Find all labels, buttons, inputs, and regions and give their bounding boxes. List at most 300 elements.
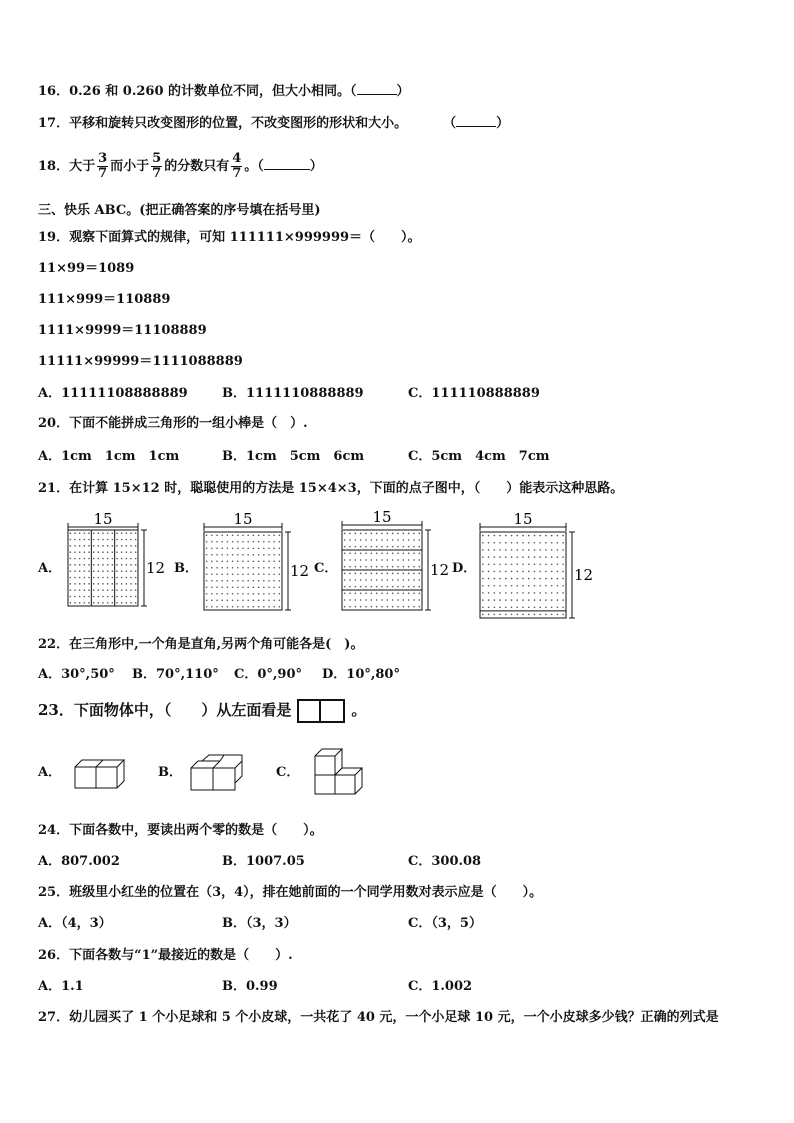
dot [371,553,373,555]
dot [511,535,513,537]
dot [534,606,536,608]
question-text: 平移和旋转只改变图形的位置，不改变图形的形状和大小。 [69,116,408,131]
dot [488,563,490,565]
dot [130,577,132,579]
dot [79,551,81,553]
dot [70,539,72,541]
height-label: 12 [290,562,310,580]
dot [545,585,547,587]
dot [387,593,389,595]
option-b[interactable]: B．70°,110° [132,667,219,682]
option-a[interactable]: A．30°,50° [38,667,115,682]
dot [98,532,100,534]
question-text: 下面各数与“1”最接近的数是（ ）. [69,948,293,963]
dot [528,585,530,587]
dot [557,585,559,587]
dot [273,586,275,588]
height-label: 12 [574,566,594,584]
dot [74,589,76,591]
dot [98,589,100,591]
dot [107,589,109,591]
cube-figure-c [314,746,364,796]
dot [387,606,389,608]
dot [126,558,128,560]
option-c[interactable]: C． [314,561,338,576]
dot [107,596,109,598]
dot [408,559,410,561]
dot [232,606,234,608]
dot [258,567,260,569]
dot [551,578,553,580]
dot [263,606,265,608]
dot [116,589,118,591]
dot [408,566,410,568]
dot [107,539,109,541]
dot [227,547,229,549]
dot [349,559,351,561]
dot [381,546,383,548]
dot [534,571,536,573]
dot [344,606,346,608]
dot [102,583,104,585]
dot [247,547,249,549]
dot [419,539,421,541]
dot [522,535,524,537]
dot [413,579,415,581]
dot [93,589,95,591]
dot [268,567,270,569]
dot [419,573,421,575]
dot [107,583,109,585]
dot [84,583,86,585]
option-a[interactable]: A．1cm 1cm 1cm [38,449,180,464]
dot [482,592,484,594]
question-23: 23．下面物体中，（ ）从左面看是 。 [38,698,366,723]
dot [499,563,501,565]
dot [135,564,137,566]
dot [116,596,118,598]
dot [551,549,553,551]
dot [112,545,114,547]
dot [545,535,547,537]
dot [112,577,114,579]
dot [126,577,128,579]
dot [98,596,100,598]
dot [273,560,275,562]
dot [539,592,541,594]
dot [392,599,394,601]
option-a[interactable]: A． [38,765,62,780]
dot [539,549,541,551]
option-b[interactable]: B．（3，3） [222,916,297,931]
dot [499,585,501,587]
dot [253,573,255,575]
dot [419,546,421,548]
dot [392,539,394,541]
dot [488,592,490,594]
dot [522,599,524,601]
dot [349,546,351,548]
dot [494,614,496,616]
option-a[interactable]: A．1.1 [38,979,84,994]
grid-frame [204,532,282,610]
dot [344,579,346,581]
dot [221,580,223,582]
dot [488,571,490,573]
dot [237,534,239,536]
dot [273,606,275,608]
dot [371,586,373,588]
dot [557,606,559,608]
dot [88,589,90,591]
dot [70,596,72,598]
dot [232,580,234,582]
option-c[interactable]: C．111110888889 [408,386,540,401]
dot [511,549,513,551]
dot [488,535,490,537]
question-22 [38,637,363,653]
dot [107,577,109,579]
dot [419,533,421,535]
dot [408,553,410,555]
dot [268,560,270,562]
dot [392,573,394,575]
dot [232,541,234,543]
dot [253,606,255,608]
dot [387,539,389,541]
dot [516,585,518,587]
option-c[interactable]: C． [276,765,300,780]
dot [279,599,281,601]
dot [98,551,100,553]
answer-blank[interactable] [357,94,397,95]
dot [360,559,362,561]
dot [232,567,234,569]
dot [130,545,132,547]
dot [408,606,410,608]
dot [505,585,507,587]
dot [516,578,518,580]
dot [263,534,265,536]
dot [232,554,234,556]
option-c[interactable]: C．1.002 [408,979,473,994]
dot [227,606,229,608]
dot [355,539,357,541]
dot [371,573,373,575]
dot [482,556,484,558]
dot [376,593,378,595]
dot [130,564,132,566]
dot [511,578,513,580]
dot [522,614,524,616]
dot [232,599,234,601]
dot [355,599,357,601]
dot [488,606,490,608]
dot [88,570,90,572]
dot [79,532,81,534]
dot [539,606,541,608]
answer-blank[interactable] [264,169,310,170]
dot [268,593,270,595]
dot [258,580,260,582]
dot [494,563,496,565]
cube-figure-a [74,758,124,790]
dot [516,599,518,601]
dot [511,599,513,601]
dot [253,560,255,562]
dot [221,599,223,601]
option-a[interactable]: A．（4，3） [38,916,112,931]
dot [408,539,410,541]
dot [381,579,383,581]
dot [102,589,104,591]
dot-pattern [70,532,137,603]
dot [247,560,249,562]
dot [545,556,547,558]
dot [528,578,530,580]
dot [216,534,218,536]
dot [392,606,394,608]
option-b[interactable]: B．1cm 5cm 6cm [222,449,365,464]
dot [263,554,265,556]
dot [232,534,234,536]
option-c[interactable]: C．5cm 4cm 7cm [408,449,550,464]
dot [93,545,95,547]
dot [135,589,137,591]
dot [279,541,281,543]
dot [545,614,547,616]
dot [237,567,239,569]
dot [488,549,490,551]
answer-blank[interactable] [456,126,496,127]
section-heading: 三、快乐 ABC。(把正确答案的序号填在括号里) [38,203,321,218]
option-a[interactable]: A．11111108888889 [38,386,188,401]
dot [371,533,373,535]
dot [88,596,90,598]
dot [121,583,123,585]
dot [221,573,223,575]
dot [482,542,484,544]
dot [84,564,86,566]
dot [392,566,394,568]
dot [121,558,123,560]
dot [84,558,86,560]
dot [93,596,95,598]
dot [413,599,415,601]
dot [232,593,234,595]
option-b[interactable]: B． [158,765,182,780]
question-19 [38,230,421,246]
dot [135,570,137,572]
dot [376,599,378,601]
dot [70,570,72,572]
dot [126,539,128,541]
dot [562,542,564,544]
dot [376,586,378,588]
question-text: 班级里小红坐的位置在（3，4），排在她前面的一个同学用数对表示应是（ ）。 [69,885,543,900]
dot [360,533,362,535]
dot [211,541,213,543]
dot [237,554,239,556]
dot [88,551,90,553]
dot [360,606,362,608]
dot [237,560,239,562]
dot [392,579,394,581]
dot [130,558,132,560]
dot [258,560,260,562]
dot [539,599,541,601]
dot [511,614,513,616]
question-number: 21． [38,481,70,496]
option-b[interactable]: B．1007.05 [222,854,305,869]
dot [126,602,128,604]
fraction: $\frac{4}{7}$ [232,151,242,181]
dot [392,586,394,588]
dot [387,566,389,568]
dot [488,585,490,587]
dot [79,583,81,585]
dot [381,533,383,535]
dot [349,533,351,535]
option-d[interactable]: D． [452,561,477,576]
dot [74,602,76,604]
dot [112,551,114,553]
dot [112,539,114,541]
dot [107,532,109,534]
dot [93,577,95,579]
dot [360,593,362,595]
dot [232,560,234,562]
dot [551,563,553,565]
dot [206,567,208,569]
option-c[interactable]: C．0°,90° [234,667,303,682]
dot [419,553,421,555]
dot [403,553,405,555]
dot [365,539,367,541]
dot [365,566,367,568]
dot [237,541,239,543]
dot [381,593,383,595]
dot [112,558,114,560]
dot [258,593,260,595]
dot [70,583,72,585]
dot [387,559,389,561]
dot [74,570,76,572]
dot [206,599,208,601]
dot [360,546,362,548]
dot [499,606,501,608]
dot [79,564,81,566]
dot [349,593,351,595]
dot [528,599,530,601]
option-a[interactable]: A．807.002 [38,854,120,869]
dot [534,614,536,616]
dot [130,602,132,604]
dot [206,560,208,562]
option-d[interactable]: D．10°,80° [322,667,400,682]
dot [74,596,76,598]
dot [258,573,260,575]
dot [98,570,100,572]
dot [562,549,564,551]
dot [499,599,501,601]
dot [551,556,553,558]
dot-pattern [206,534,280,607]
dot [408,593,410,595]
dot [121,545,123,547]
dot [112,532,114,534]
dot [344,539,346,541]
dot [482,563,484,565]
dot [135,551,137,553]
question-17: 17．平移和旋转只改变图形的位置，不改变图形的形状和大小。 （ ） [38,116,510,131]
dot [403,586,405,588]
dot [93,583,95,585]
dot [528,592,530,594]
dot [70,545,72,547]
dot [482,535,484,537]
dot [121,551,123,553]
dot [279,586,281,588]
width-label: 15 [93,510,113,528]
dot [258,606,260,608]
option-b[interactable]: B．1111110888889 [222,386,364,401]
dot [499,578,501,580]
option-b[interactable]: B． [174,561,198,576]
option-c[interactable]: C．300.08 [408,854,482,869]
dot [102,596,104,598]
dot [557,571,559,573]
option-c[interactable]: C．（3，5） [408,916,482,931]
dot [365,606,367,608]
question-number: 24． [38,823,70,838]
dot [263,567,265,569]
dot [84,545,86,547]
dot [216,599,218,601]
two-square-view-icon [297,699,345,723]
dot [539,556,541,558]
dot [227,560,229,562]
dot [528,606,530,608]
dot [258,547,260,549]
question-text: 在三角形中,一个角是直角,另两个角可能各是( )。 [69,637,364,652]
dot [344,573,346,575]
question-24 [38,823,323,839]
dot [70,577,72,579]
dot [488,614,490,616]
dot [551,535,553,537]
option-b[interactable]: B．0.99 [222,979,278,994]
dot [413,533,415,535]
dot [121,577,123,579]
dot [216,560,218,562]
dot [516,571,518,573]
dot [392,593,394,595]
dot [482,549,484,551]
dot [221,606,223,608]
option-a[interactable]: A． [38,561,62,576]
dot [534,535,536,537]
dot [211,599,213,601]
dot [93,564,95,566]
dot [253,534,255,536]
dot [381,553,383,555]
dot [242,534,244,536]
dot [397,579,399,581]
dot [135,583,137,585]
dot [70,564,72,566]
dot [376,606,378,608]
